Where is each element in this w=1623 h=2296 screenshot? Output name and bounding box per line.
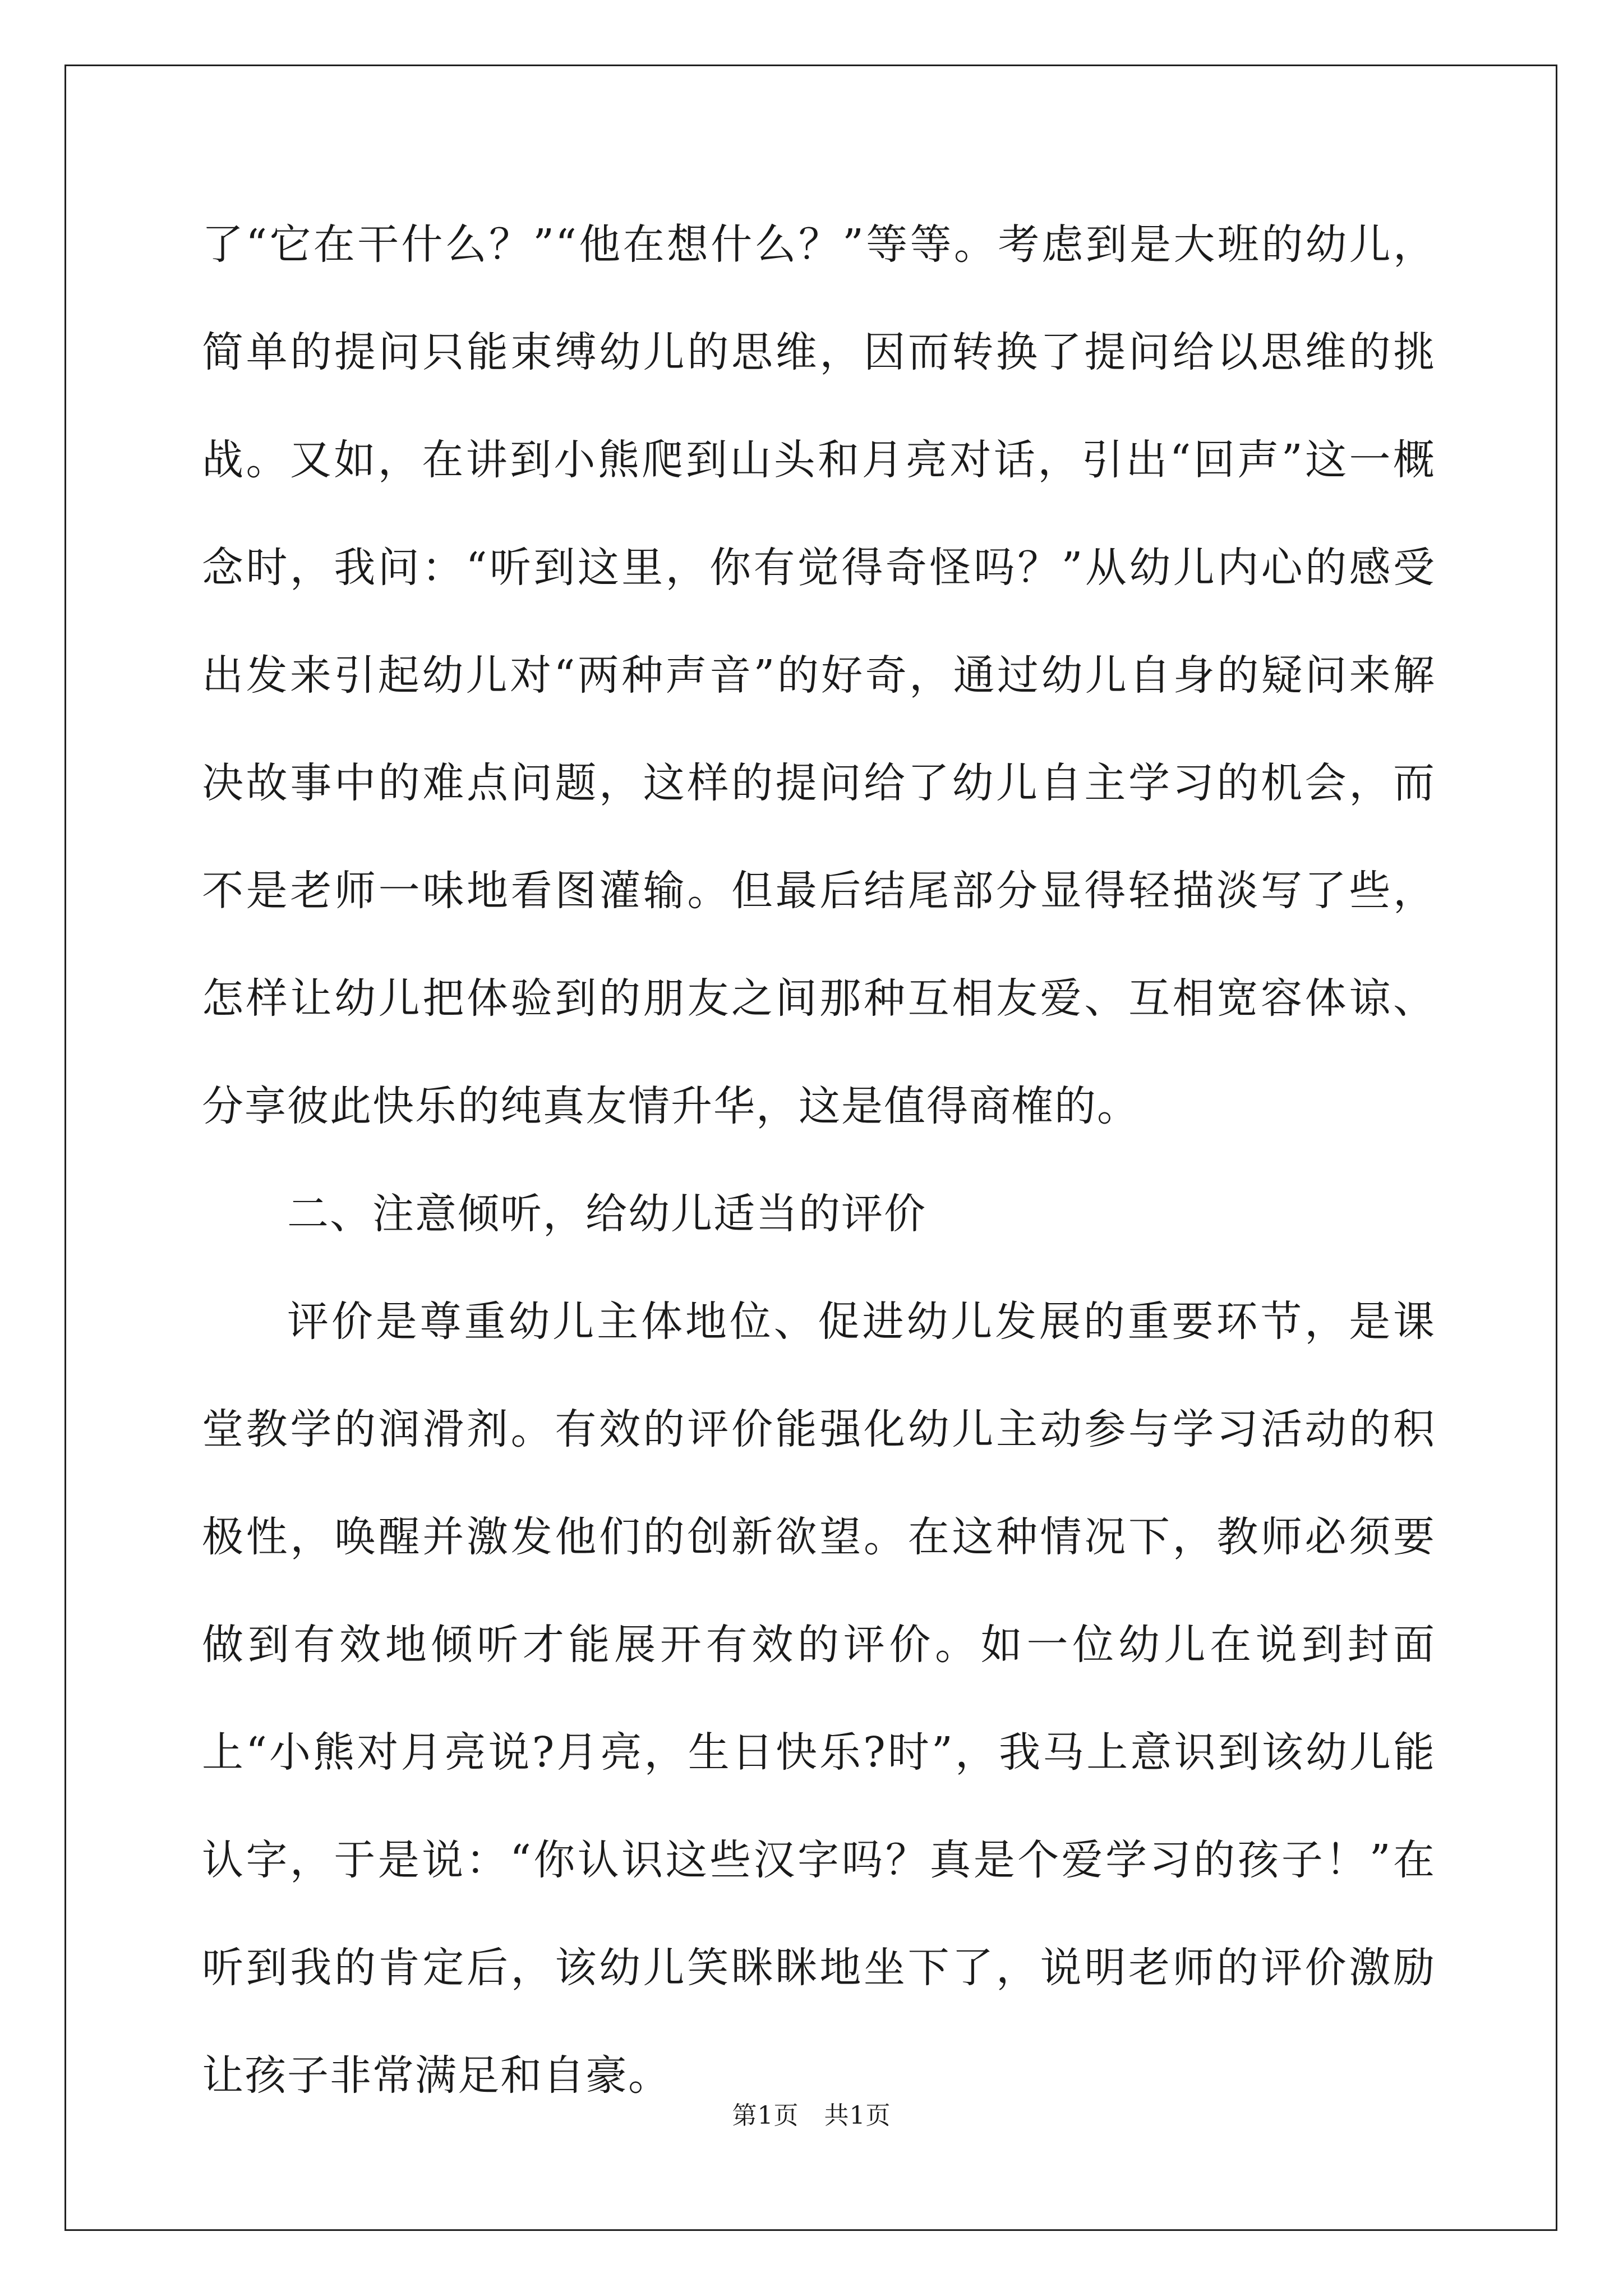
section-heading: 二、注意倾听，给幼儿适当的评价 (287, 1190, 926, 1238)
paragraph-questioning: 了“它在干什么？”“他在想什么？”等等。考虑到是大班的幼儿，简单的提问只能束缚幼儿的思维，因而转换了提问给以思维的挑战。又如，在讲到小熊爬到山头和月亮对话，引出“回声”这一概念时，我问：“听到这里，你有觉得奇怪吗？”从幼儿内心的感受出发来引起幼儿对“两种声音”的好奇，通过幼儿自身的疑问来解决故事中的难点问题，这样的提问给了幼儿自主学习的机会，而不是老师一味地看图灌输。但最后结尾部分显得轻描淡写了些，怎样让幼儿把体验到的朋友之间那种互相友爱、互相宽容体谅、分享彼此快乐的纯真友情升华，这是值得商榷的。 (202, 220, 1436, 1130)
document-body (202, 191, 1436, 2129)
page-footer: 第1页 共1页 (732, 2101, 891, 2130)
paragraph-evaluation: 评价是尊重幼儿主体地位、促进幼儿发展的重要环节，是课堂教学的润滑剂。有效的评价能强化幼儿主动参与学习活动的积极性，唤醒并激发他们的创新欲望。在这种情况下，教师必须要做到有效地倾听才能展开有效的评价。如一位幼儿在说到封面上“小熊对月亮说?月亮，生日快乐?时”，我马上意识到该幼儿能认字，于是说：“你认识这些汉字吗？真是个爱学习的孩子！”在听到我的肯定后，该幼儿笑眯眯地坐下了，说明老师的评价激励让孩子非常满足和自豪。 (202, 1297, 1436, 2100)
